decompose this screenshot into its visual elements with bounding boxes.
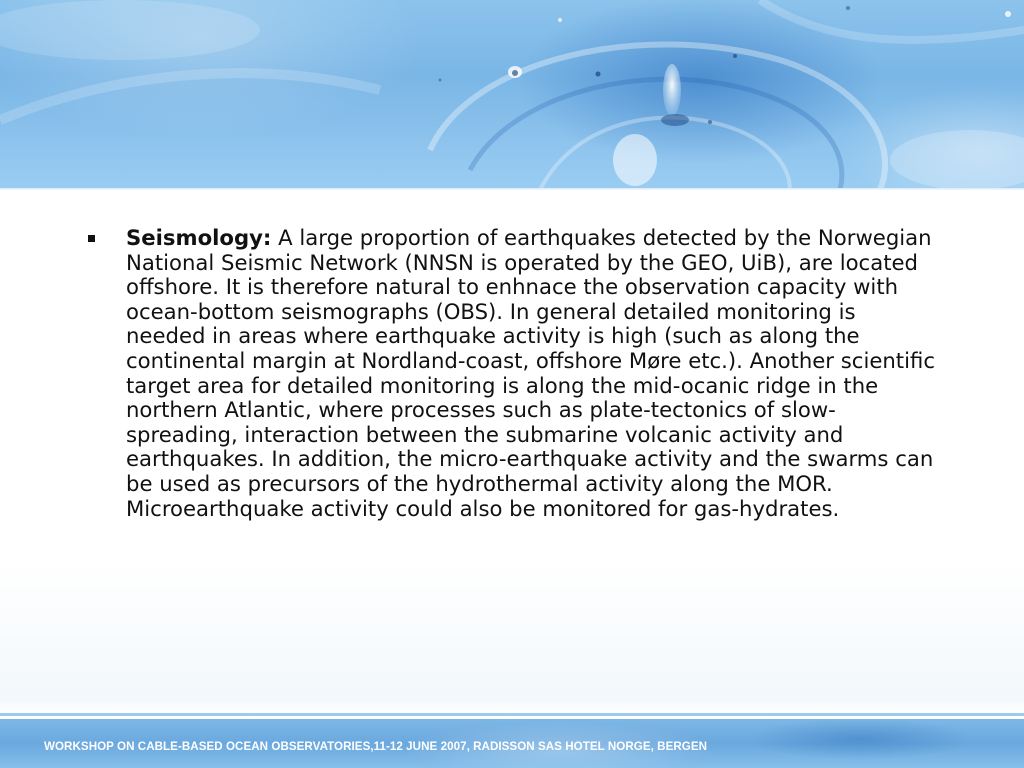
footer-bar (0, 719, 1024, 768)
square-bullet-icon (88, 235, 95, 242)
water-splash-graphic (0, 0, 1024, 190)
footer-divider (0, 713, 1024, 716)
footer-text: WORKSHOP ON CABLE-BASED OCEAN OBSERVATORIES,11-12 JUNE 2007, RADISSON SAS HOTEL NORGE, BERGEN (44, 740, 708, 753)
header-water-banner (0, 0, 1024, 190)
banner-bottom-edge (0, 188, 1024, 190)
bullet-item-seismology (88, 226, 938, 521)
bullet-text: A large proportion of earthquakes detected by the Norwegian National Seismic Network (NNSN is operated by the GEO, UiB), are located offshore. It is therefore natural to enhnace the observation capacity with ocean-bottom seismographs (OBS). In general detailed monitoring is needed in areas where earthquake activity is high (such as along the continental margin at Nordland-coast, offshore Møre etc.). Another scientific target area for detailed monitoring is along the mid-ocanic ridge in the northern Atlantic, where processes such as plate-tectonics of slow-spreading, interaction between the submarine volcanic activity and earthquakes. In addition, the micro-earthquake activity and the swarms can be used as precursors of the hydrothermal activity along the MOR. Microearthquake activity could also be monitored for gas-hydrates. (126, 225, 935, 521)
bullet-term: Seismology: (126, 225, 272, 250)
slide-body (88, 226, 938, 521)
